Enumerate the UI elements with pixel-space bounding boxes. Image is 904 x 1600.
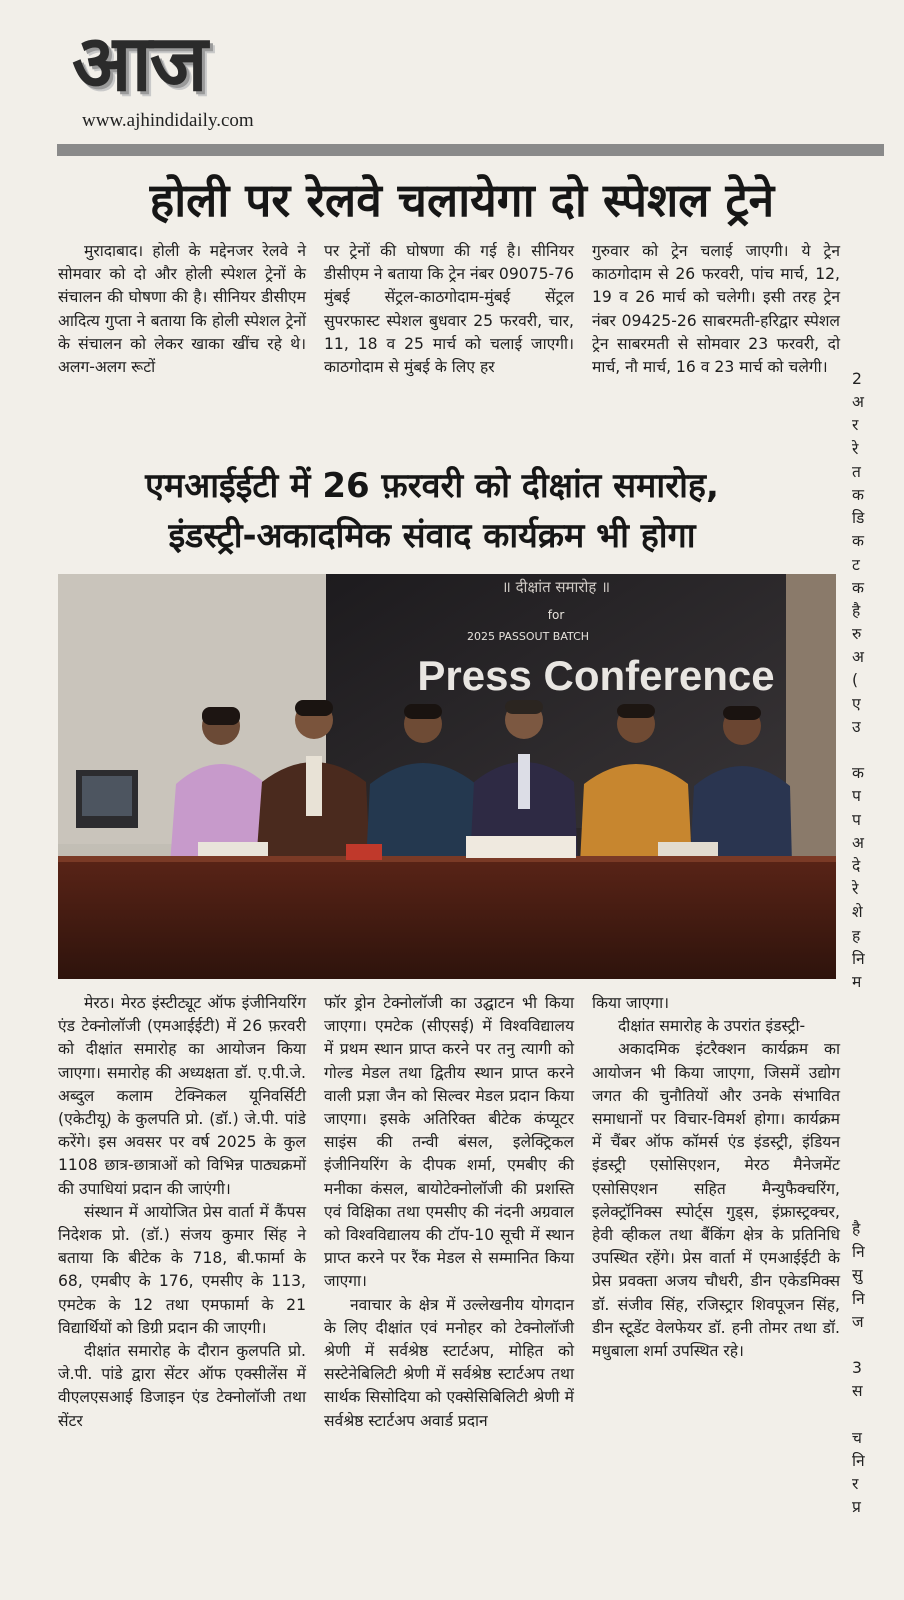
edge-fragment-line: र: [852, 416, 859, 435]
article1-paragraph: गुरुवार को ट्रेन चलाई जाएगी। ये ट्रेन काठगोदाम से 26 फरवरी, पांच मार्च, 12, 19 व 26 मार्च को चलेगी। इसी तरह ट्रेन नंबर 09425-26 साबरमती-हरिद्वार स्पेशल ट्रेन साबरमती से सोमवार 23 फरवरी, दो मार्च, नौ मार्च, 16 व 23 मार्च को चलेगी।: [592, 242, 840, 377]
edge-fragment-line: दे: [852, 856, 861, 875]
article2-paragraph: मेरठ। मेरठ इंस्टीट्यूट ऑफ इंजीनियरिंग एंड टेक्नोलॉजी (एमआईईटी) में 26 फ़रवरी को दीक्षांत समारोह का आयोजन किया जाएगा। समारोह की अध्यक्षता डॉ. ए.पी.जे. अब्दुल कलाम टेक्निकल यूनिवर्सिटी (एकेटीयू) के कुलपति प्रो. (डॉ.) जे.पी. पांडे करेंगे। इस अवसर पर वर्ष 2025 के कुल 1108 छात्र-छात्राओं को विभिन्न पाठ्यक्रमों की उपाधियां प्रदान की जाएंगी।: [58, 994, 306, 1198]
edge-fragment-line: अ: [852, 833, 864, 852]
edge-column-fragment-upper: [852, 368, 892, 991]
article1-column-1: [58, 240, 306, 450]
edge-fragment-line: क: [852, 485, 864, 504]
edge-fragment-line: ज: [852, 1312, 864, 1331]
article1-column-3: [592, 240, 840, 450]
edge-fragment-line: नि: [852, 1451, 865, 1470]
site-url: www.ajhindidaily.com: [82, 110, 254, 131]
article2-paragraph: किया जाएगा।: [592, 994, 670, 1012]
article2-column-2: [324, 992, 574, 1577]
article2-column-3: [592, 992, 840, 1577]
edge-fragment-line: (: [852, 671, 859, 690]
edge-fragment-line: प: [852, 787, 861, 806]
edge-fragment-line: नि: [852, 949, 865, 968]
edge-fragment-line: स: [852, 1382, 863, 1401]
edge-fragment-line: ए: [852, 694, 861, 713]
article2-headline-line1: एमआईईटी में 26 फ़रवरी को दीक्षांत समारोह,: [145, 466, 719, 506]
edge-fragment-line: अ: [852, 648, 864, 667]
edge-fragment-line: नि: [852, 1243, 865, 1262]
article2-paragraph: फॉर ड्रोन टेक्नोलॉजी का उद्घाटन भी किया जाएगा। एमटेक (सीएसई) में विश्वविद्यालय में प्रथम स्थान प्राप्त करने पर तनु त्यागी को गोल्ड मेडल तथा द्वितीय स्थान प्राप्त करने वाली प्रज्ञा जैन को सिल्वर मेडल प्रदान किया जाएगा। इसके अतिरिक्त बीटेक कंप्यूटर साइंस की तन्वी बंसल, इलेक्ट्रिकल इंजीनियरिंग के दीपक शर्मा, एमबीए की मनीका कंसल, बायोटेक्नोलॉजी की प्रशस्ति एवं विक्षिका तथा एमसीए की नंदनी अग्रवाल को विश्वविद्यालय की टॉप-10 सूची में स्थान प्राप्त करने पर रैंक मेडल से सम्मानित किया जाएगा।: [324, 994, 574, 1291]
edge-fragment-line: ह: [852, 926, 861, 945]
edge-fragment-line: अ: [852, 393, 864, 412]
edge-fragment-line: [852, 1404, 892, 1427]
edge-fragment-line: [852, 1334, 892, 1357]
edge-fragment-line: रे: [852, 880, 859, 899]
article2-paragraph: दीक्षांत समारोह के उपरांत इंडस्ट्री-: [618, 1017, 806, 1036]
edge-fragment-line: प्र: [852, 1498, 861, 1517]
edge-fragment-line: र: [852, 1475, 859, 1494]
edge-fragment-line: 2: [852, 370, 862, 388]
edge-fragment-line: नि: [852, 1289, 865, 1308]
edge-fragment-line: रे: [852, 439, 859, 458]
edge-fragment-line: डि: [852, 509, 865, 528]
edge-fragment-line: क: [852, 532, 864, 551]
banner-top-text: ॥ दीक्षांत समारोह ॥: [501, 578, 611, 596]
edge-fragment-line: 3: [852, 1359, 862, 1378]
article2-paragraph: नवाचार के क्षेत्र में उल्लेखनीय योगदान के लिए दीक्षांत एवं मनोहर को टेक्नोलॉजी श्रेणी में सर्वश्रेष्ठ स्टार्टअप, मोहित को सस्टेनेबिलिटी श्रेणी में सर्वश्रेष्ठ स्टार्टअप तथा सार्थक सिसोदिया को एक्सेसिबिलिटी श्रेणी में सर्वश्रेष्ठ स्टार्टअप अवार्ड प्रदान: [324, 1295, 574, 1430]
article1-paragraph: पर ट्रेनों की घोषणा की गई है। सीनियर डीसीएम ने बताया कि ट्रेन नंबर 09075-76 मुंबई सेंट्रल-काठगोदाम-मुंबई सेंट्रल सुपरफास्ट स्पेशल बुधवार 25 फरवरी, चार, 11, 18 व 25 मार्च को चलाई जाएगी। काठगोदाम से मुंबई के लिए हर: [324, 242, 574, 377]
masthead-logo: आज: [72, 19, 206, 109]
edge-fragment-line: प: [852, 810, 861, 829]
article2-paragraph: दीक्षांत समारोह के दौरान कुलपति प्रो. जे.पी. पांडे द्वारा सेंटर ऑफ एक्सीलेंस में वीएलएसआई डिजाइन एंड टेक्नोलॉजी तथा सेंटर: [58, 1342, 306, 1430]
edge-fragment-line: है: [852, 601, 861, 620]
article1-column-2: [324, 240, 574, 450]
press-conference-photo: [58, 574, 836, 979]
conference-table: [58, 856, 836, 979]
edge-fragment-line: च: [852, 1428, 862, 1447]
banner-batch-text: 2025 PASSOUT BATCH: [466, 630, 590, 643]
banner-for-text: for: [547, 608, 565, 622]
edge-fragment-line: उ: [852, 717, 861, 736]
edge-fragment-line: रु: [852, 625, 862, 644]
edge-fragment-line: म: [852, 972, 862, 991]
edge-fragment-line: ट: [852, 555, 860, 574]
article2-column-1: [58, 992, 306, 1577]
article1-headline: होली पर रेलवे चलायेगा दो स्पेशल ट्रेने: [149, 173, 775, 227]
edge-fragment-line: क: [852, 764, 864, 783]
article2-paragraph: संस्थान में आयोजित प्रेस वार्ता में कैंपस निदेशक प्रो. (डॉ.) संजय कुमार सिंह ने बताया कि बीटेक के 718, बी.फार्मा के 68, एमबीए के 176, एमसीए के 113, एमटेक के 12 तथा एमफार्मा के 21 विद्यार्थियों को डिग्री प्रदान की जाएगी।: [58, 1202, 306, 1337]
edge-fragment-line: त: [852, 462, 861, 481]
edge-fragment-line: [852, 739, 892, 762]
masthead-rule: [57, 144, 884, 156]
article2-paragraph: अकादमिक इंटरैक्शन कार्यक्रम का आयोजन भी किया जाएगा, जिसमें उद्योग जगत की चुनौतियों और उनके संभावित समाधानों पर विचार-विमर्श होगा। कार्यक्रम में चैंबर ऑफ कॉमर्स एंड इंडस्ट्री, इंडियन इंडस्ट्री एसोसिएशन, मेरठ मैनेजमेंट एसोसिएशन सहित मैन्युफैक्चरिंग, इलेक्ट्रॉनिक्स स्पोर्ट्स गुड्स, इंफ्रास्ट्रक्चर, हेवी व्हीकल तथा बैंकिंग क्षेत्र के प्रतिनिधि उपस्थित रहेंगे। प्रेस वार्ता में एमआईईटी के प्रेस प्रवक्ता अजय चौधरी, डीन एकेडमिक्स डॉ. संजीव सिंह, रजिस्ट्रार शिवपूजन सिंह, डीन स्टूडेंट वेलफेयर डॉ. हनी तोमर तथा डॉ. मधुबाला शर्मा उपस्थित रहे।: [592, 1040, 840, 1361]
banner-main-text: Press Conference: [417, 652, 775, 699]
article1-paragraph: मुरादाबाद। होली के मद्देनजर रेलवे ने सोमवार को दो और होली स्पेशल ट्रेनों के संचालन की घोषणा की है। सीनियर डीसीएम आदित्य गुप्ता ने बताया कि होली स्पेशल ट्रेनों के संचालन को लेकर खाका खींच रहे थे। अलग-अलग रूटों: [58, 242, 306, 377]
article2-headline-line2: इंडस्ट्री-अकादमिक संवाद कार्यक्रम भी होगा: [168, 516, 696, 556]
edge-fragment-line: है: [852, 1220, 861, 1238]
edge-column-fragment-lower: [852, 1218, 892, 1584]
edge-fragment-line: क: [852, 578, 864, 597]
edge-fragment-line: शे: [852, 903, 863, 922]
edge-fragment-line: सु: [852, 1266, 863, 1285]
